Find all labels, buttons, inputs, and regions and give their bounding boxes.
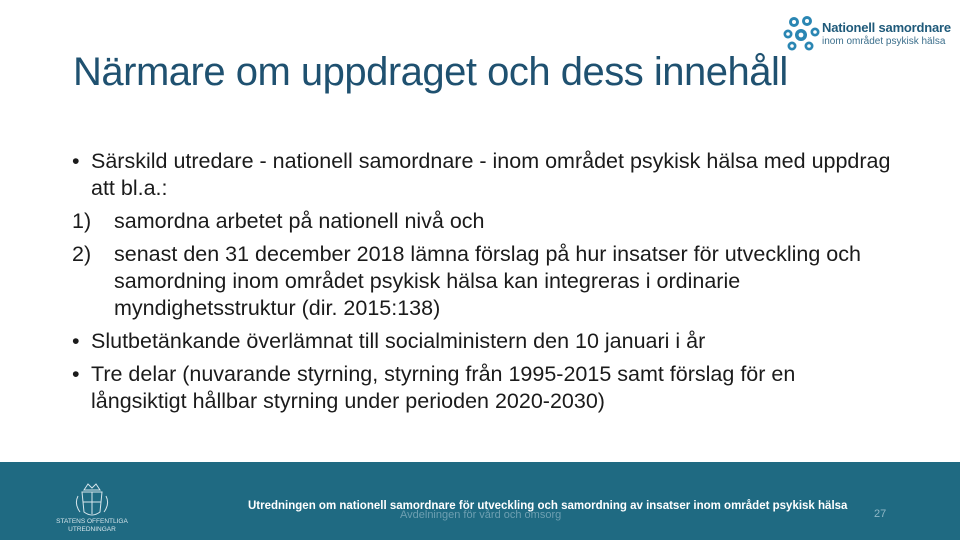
number-marker: 2) bbox=[72, 242, 92, 266]
bullet-marker: • bbox=[72, 362, 80, 386]
samordnare-logo-icon bbox=[782, 14, 820, 54]
logo bbox=[782, 14, 952, 54]
footer-bar bbox=[0, 462, 960, 540]
list-item bbox=[72, 208, 892, 235]
slide-title: Närmare om uppdraget och dess innehåll bbox=[73, 50, 788, 94]
list-item-text: Särskild utredare - nationell samordnare - inom området psykisk hälsa med uppdrag att bl.a.: bbox=[91, 149, 891, 200]
list-item-text: Slutbetänkande överlämnat till socialministern den 10 januari i år bbox=[91, 329, 706, 353]
list-item bbox=[72, 361, 892, 415]
sou-emblem bbox=[52, 476, 132, 533]
logo-tagline: inom området psykisk hälsa bbox=[822, 36, 946, 47]
footer-inquiry-name: Utredningen om nationell samordnare för utveckling och samordning av insatser inom området psykisk hälsa bbox=[248, 500, 848, 512]
list-item-text: samordna arbetet på nationell nivå och bbox=[114, 209, 485, 233]
crown-icon bbox=[52, 476, 132, 518]
list-item bbox=[72, 148, 892, 202]
slide-body bbox=[72, 148, 892, 421]
bullet-marker: • bbox=[72, 329, 80, 353]
logo-name: Nationell samordnare bbox=[822, 20, 951, 35]
footer-department: Avdelningen för vård och omsorg bbox=[400, 509, 562, 521]
list-item-text: senast den 31 december 2018 lämna förslag på hur insatser för utveckling och samordning inom området psykisk hälsa kan integreras i ordinarie myndighetsstruktur (dir. 2015:138) bbox=[114, 242, 861, 320]
emblem-label: STATENS OFFENTLIGA UTREDNINGAR bbox=[56, 518, 128, 533]
bullet-marker: • bbox=[72, 149, 80, 173]
list-item bbox=[72, 241, 892, 322]
number-marker: 1) bbox=[72, 209, 92, 233]
page-number: 27 bbox=[874, 508, 887, 520]
list-item-text: Tre delar (nuvarande styrning, styrning från 1995-2015 samt förslag för en långsiktigt hållbar styrning under perioden 2020-2030) bbox=[91, 362, 796, 413]
list-item bbox=[72, 328, 892, 355]
